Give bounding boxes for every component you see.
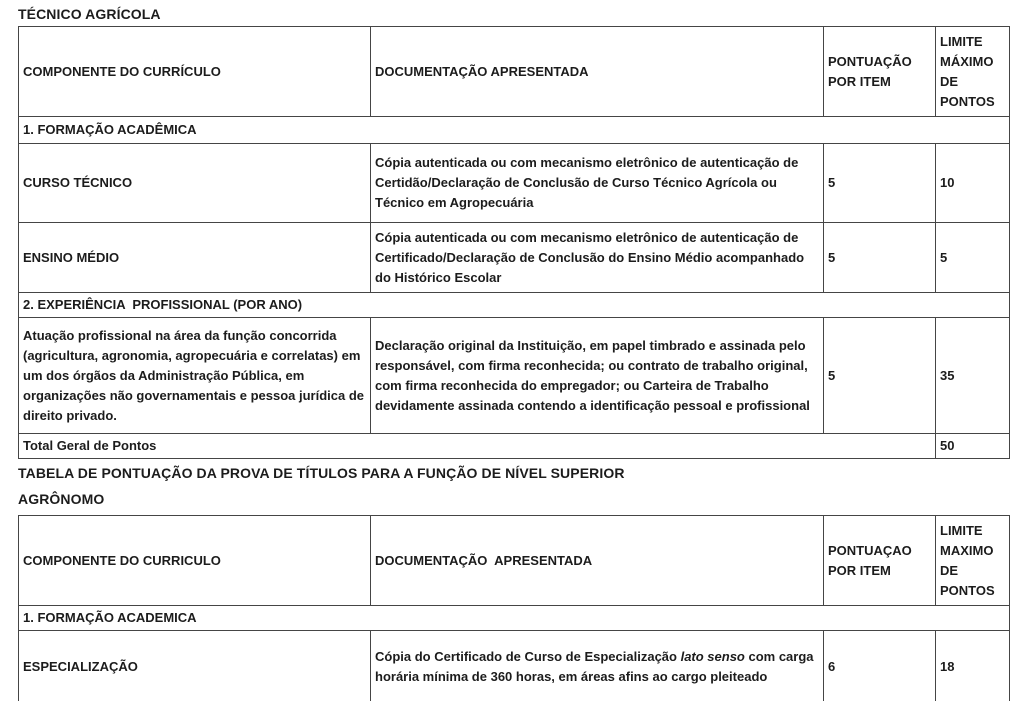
documentation-cell: [371, 631, 824, 701]
documentation-text-end: com carga horária mínima de 360 horas, em áreas afins ao cargo pleiteado: [375, 649, 818, 684]
section-label: 1. FORMAÇÃO ACADEMICA: [19, 606, 1010, 631]
documentation-text-italic: lato senso: [680, 649, 745, 664]
table-row-ensino-medio: [19, 223, 1010, 293]
tecnico-agricola-table: [18, 26, 1010, 459]
component-cell: CURSO TÉCNICO: [19, 144, 371, 223]
section-row-experiencia-profissional: [19, 293, 1010, 318]
heading-nivel-superior: TABELA DE PONTUAÇÃO DA PROVA DE TÍTULOS PARA A FUNÇÃO DE NÍVEL SUPERIOR: [18, 465, 625, 481]
table-row-curso-tecnico: [19, 144, 1010, 223]
header-cell-points-per-item: PONTUAÇAO POR ITEM: [824, 516, 936, 606]
limit-cell: 5: [936, 223, 1010, 293]
points-cell: 6: [824, 631, 936, 701]
page-title: TÉCNICO AGRÍCOLA: [18, 6, 161, 22]
subheading-agronomo: AGRÔNOMO: [18, 491, 105, 507]
header-cell-documentation: DOCUMENTAÇÃO APRESENTADA: [371, 516, 824, 606]
header-cell-component: COMPONENTE DO CURRÍCULO: [19, 27, 371, 117]
component-cell: Atuação profissional na área da função concorrida (agricultura, agronomia, agropecuária e correlatas) em um dos órgãos da Administração Pública, em organizações não governamentais e pessoa jurídica de direito privado.: [19, 318, 371, 434]
section-label: 2. EXPERIÊNCIA PROFISSIONAL (POR ANO): [19, 293, 1010, 318]
table-header-row: [19, 27, 1010, 117]
header-cell-component: COMPONENTE DO CURRICULO: [19, 516, 371, 606]
documentation-cell: Declaração original da Instituição, em papel timbrado e assinada pelo responsável, com firma reconhecida; ou contrato de trabalho original, com firma reconhecida do empregador; ou Carteira de Trabalho devidamente assinada contendo a identificação pessoal e profissional: [371, 318, 824, 434]
documentation-cell: Cópia autenticada ou com mecanismo eletrônico de autenticação de Certificado/Declaração de Conclusão do Ensino Médio acompanhado do Histórico Escolar: [371, 223, 824, 293]
points-cell: 5: [824, 144, 936, 223]
header-cell-max-points: LIMITE MAXIMO DE PONTOS: [936, 516, 1010, 606]
component-cell: ESPECIALIZAÇÃO: [19, 631, 371, 701]
section-row-formacao-academica: [19, 606, 1010, 631]
total-value-cell: 50: [936, 434, 1010, 459]
points-cell: 5: [824, 318, 936, 434]
header-cell-points-per-item: PONTUAÇÃO POR ITEM: [824, 27, 936, 117]
limit-cell: 18: [936, 631, 1010, 701]
agronomo-table: [18, 515, 1010, 701]
table-row-atuacao-profissional: [19, 318, 1010, 434]
header-cell-max-points: LIMITE MÁXIMO DE PONTOS: [936, 27, 1010, 117]
component-cell: ENSINO MÉDIO: [19, 223, 371, 293]
documentation-cell: Cópia autenticada ou com mecanismo eletrônico de autenticação de Certidão/Declaração de Conclusão de Curso Técnico Agrícola ou Técnico em Agropecuária: [371, 144, 824, 223]
limit-cell: 35: [936, 318, 1010, 434]
table-header-row: [19, 516, 1010, 606]
header-cell-documentation: DOCUMENTAÇÃO APRESENTADA: [371, 27, 824, 117]
documentation-text-start: Cópia do Certificado de Curso de Especialização: [375, 649, 681, 664]
points-cell: 5: [824, 223, 936, 293]
table-row-total: [19, 434, 1010, 459]
total-label-cell: Total Geral de Pontos: [19, 434, 936, 459]
limit-cell: 10: [936, 144, 1010, 223]
table-row-especializacao: [19, 631, 1010, 701]
section-row-formacao-academica: [19, 117, 1010, 144]
section-label: 1. FORMAÇÃO ACADÊMICA: [19, 117, 1010, 144]
